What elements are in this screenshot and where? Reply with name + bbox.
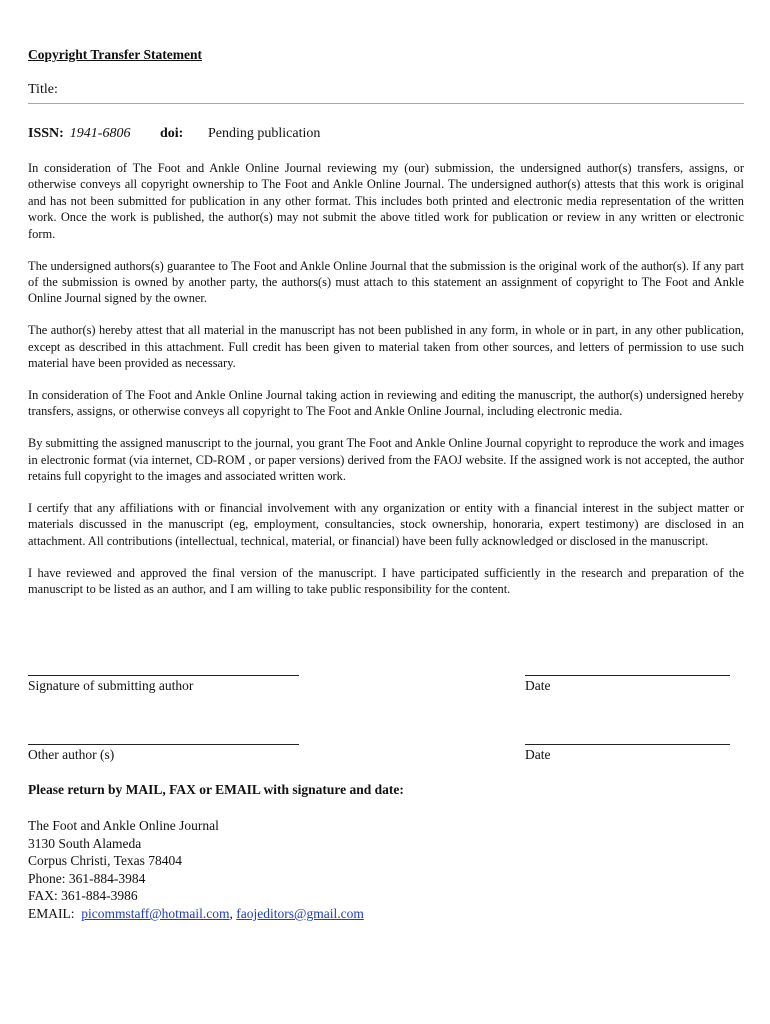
address-phone: Phone: 361-884-3984	[28, 870, 146, 886]
date-line-2[interactable]	[525, 744, 730, 745]
email-link-picommstaff[interactable]: picommstaff@hotmail.com	[81, 905, 230, 921]
doi-value: Pending publication	[208, 126, 321, 141]
other-author-signature-line[interactable]	[28, 744, 299, 745]
doi-label: doi:	[160, 126, 184, 141]
paragraph-financial-disclosure: I certify that any affiliations with or financial involvement with any organization or entity with a financial interest in the subject matter or materials discussed in the manuscript (eg, employment, consultancies, stock ownership, honoraria, expert testimony) are disclosed in an attachment. All contributions (intellectual, technical, material, or financial) have been fully acknowledged or disclosed in the manuscript.	[28, 501, 744, 548]
paragraph-review-consideration: In consideration of The Foot and Ankle Online Journal reviewing my (our) submission, the undersigned author(s) transfers, assigns, or otherwise conveys all copyright ownership to The Foot and Ankle Online Journal. The undersigned author(s) attests that this work is original and has not been submitted for publication in any other format. This includes both printed and electronic media representation of the written work. Once the work is published, the author(s) may not submit the above titled work for publication or review in any written or electronic form.	[28, 161, 744, 241]
issn-label: ISSN:	[28, 126, 64, 141]
email-separator: ,	[229, 905, 233, 921]
issn-value: 1941-6806	[69, 126, 131, 141]
date-label-1: Date	[525, 678, 551, 693]
paragraph-editing-consideration: In consideration of The Foot and Ankle Online Journal taking action in reviewing and editing the manuscript, the author(s) undersigned hereby transfers, assigns, or otherwise conveys all copyright to The Foot and Ankle Online Journal, including electronic media.	[28, 387, 744, 419]
title-label: Title:	[28, 82, 58, 97]
address-journal-name: The Foot and Ankle Online Journal	[28, 818, 219, 833]
date-line-1[interactable]	[525, 675, 730, 676]
other-author-label: Other author (s)	[28, 747, 115, 762]
paragraph-electronic-rights: By submitting the assigned manuscript to the journal, you grant The Foot and Ankle Online Journal copyright to reproduce the work and images in electronic format (via internet, CD-ROM , or paper versions) derived from the FAOJ website. If the assigned work is not accepted, the author retains full copyright to the images and associated written work.	[28, 436, 744, 484]
address-email-row	[28, 905, 364, 923]
submitting-author-label: Signature of submitting author	[28, 678, 194, 693]
journal-address-block	[28, 817, 364, 923]
email-label: EMAIL:	[28, 905, 75, 921]
issn-doi-row	[28, 126, 321, 142]
return-instructions-heading: Please return by MAIL, FAX or EMAIL with signature and date:	[28, 782, 404, 797]
title-underline	[28, 103, 744, 104]
date-label-2: Date	[525, 747, 551, 762]
form-heading: Copyright Transfer Statement	[28, 47, 202, 62]
address-street: 3130 South Alameda	[28, 835, 142, 851]
email-link-faojeditors[interactable]: faojeditors@gmail.com	[236, 905, 364, 921]
statement-body	[28, 160, 744, 613]
paragraph-prior-publication: The author(s) hereby attest that all material in the manuscript has not been published in any form, in whole or in part, in any other publication, except as described in this attachment. Full credit has been given to material taken from other sources, and letters of permission to use such material have been provided as necessary.	[28, 323, 744, 371]
paragraph-final-approval: I have reviewed and approved the final version of the manuscript. I have participated sufficiently in the research and preparation of the manuscript to be listed as an author, and I am willing to take public responsibility for the content.	[28, 565, 744, 597]
address-city: Corpus Christi, Texas 78404	[28, 853, 183, 869]
address-fax: FAX: 361-884-3986	[28, 888, 138, 904]
paragraph-originality-guarantee: The undersigned authors(s) guarantee to The Foot and Ankle Online Journal that the submission is the original work of the author(s). If any part of the submission is owned by another party, the authors(s) must attach to this statement an assignment of copyright to The Foot and Ankle Online Journal signed by the owner.	[28, 258, 744, 306]
submitting-author-signature-line[interactable]	[28, 675, 299, 676]
